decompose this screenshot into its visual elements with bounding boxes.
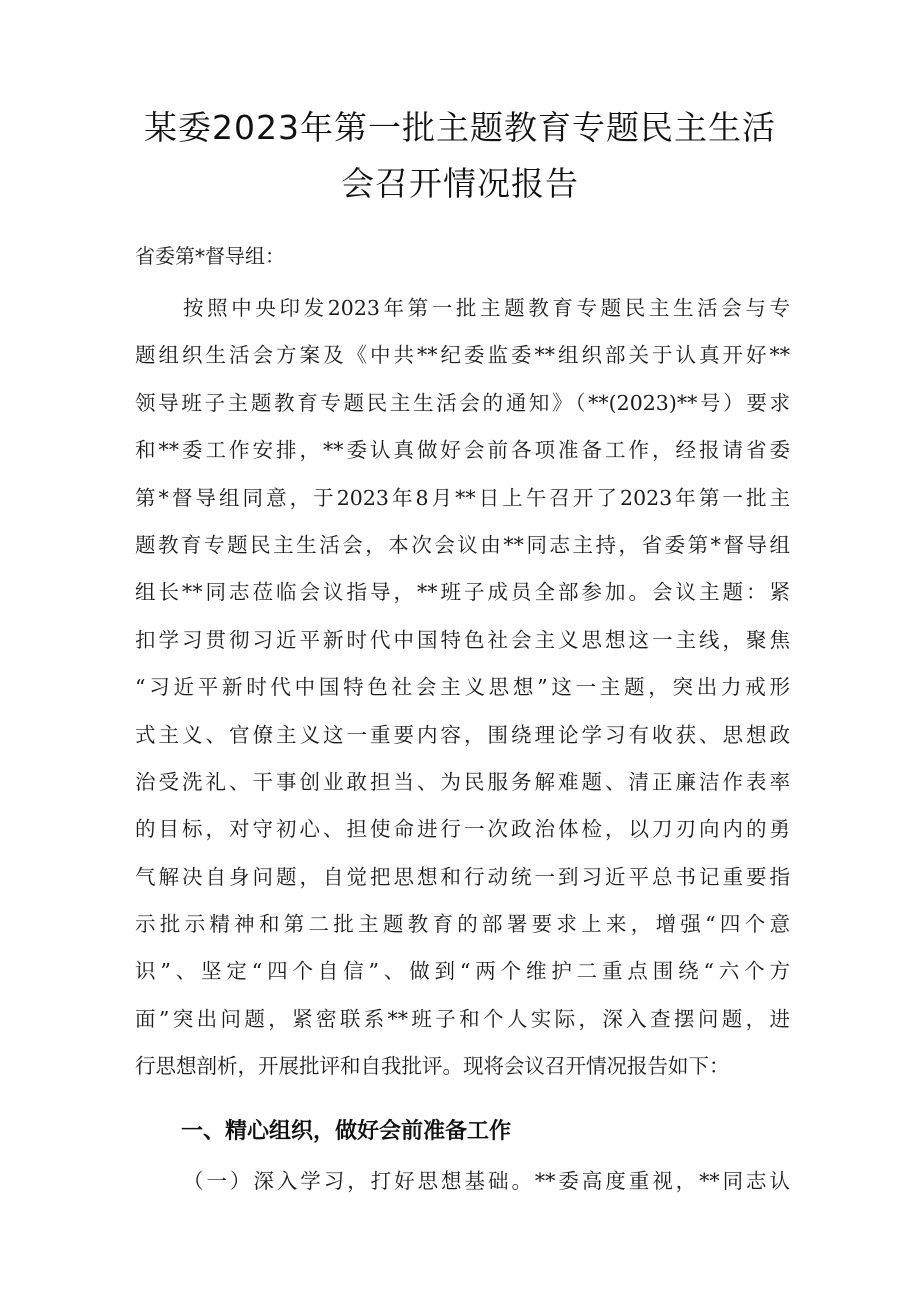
body-line-10: 式主义、官僚主义这一重要内容，围绕理论学习有收获、思想政 bbox=[135, 722, 790, 747]
body-line-2: 题组织生活会方案及《中共**纪委监委**组织部关于认真开好** bbox=[135, 343, 790, 368]
body-line-12: 的目标，对守初心、担使命进行一次政治体检，以刀刃向内的勇 bbox=[135, 817, 790, 842]
section-heading: 一、精心组织，做好会前准备工作 bbox=[181, 1119, 512, 1144]
body-line-17: 行思想剖析，开展批评和自我批评。现将会议召开情况报告如下： bbox=[135, 1054, 730, 1079]
body-line-15: 识”、坚定“四个自信”、做到“两个维护二重点围绕“六个方 bbox=[135, 959, 790, 984]
document-title bbox=[0, 100, 920, 212]
salutation: 省委第*督导组： bbox=[135, 244, 285, 268]
body-line-16: 面”突出问题，紧密联系**班子和个人实际，深入查摆问题，进 bbox=[135, 1006, 790, 1031]
body-line-7: 组长**同志莅临会议指导，**班子成员全部参加。会议主题：紧 bbox=[135, 580, 790, 605]
body-line-8: 扣学习贯彻习近平新时代中国特色社会主义思想这一主线，聚焦 bbox=[135, 627, 790, 652]
body-line-4: 和**委工作安排，**委认真做好会前各项准备工作，经报请省委 bbox=[135, 438, 790, 463]
body-line-3: 领导班子主题教育专题民主生活会的通知》（**(2023)**号）要求 bbox=[135, 390, 790, 415]
body-line-11: 治受洗礼、干事创业敢担当、为民服务解难题、清正廉洁作表率 bbox=[135, 769, 790, 794]
body-line-6: 题教育专题民主生活会，本次会议由**同志主持，省委第*督导组 bbox=[135, 532, 790, 557]
body-line-14: 示批示精神和第二批主题教育的部署要求上来，增强“四个意 bbox=[135, 912, 790, 937]
body-line-9: “习近平新时代中国特色社会主义思想”这一主题，突出力戒形 bbox=[135, 675, 790, 700]
title-line-1: 某委2023年第一批主题教育专题民主生活 bbox=[144, 108, 776, 147]
body-line-1: 按照中央印发2023年第一批主题教育专题民主生活会与专 bbox=[183, 296, 790, 320]
subsection-paragraph: （一）深入学习，打好思想基础。**委高度重视，**同志认 bbox=[183, 1169, 790, 1193]
body-paragraph bbox=[135, 285, 790, 1091]
body-line-13: 气解决自身问题，自觉把思想和行动统一到习近平总书记重要指 bbox=[135, 864, 790, 889]
body-line-5: 第*督导组同意，于2023年8月**日上午召开了2023年第一批主 bbox=[135, 485, 790, 510]
title-line-2: 会召开情况报告 bbox=[341, 164, 579, 203]
